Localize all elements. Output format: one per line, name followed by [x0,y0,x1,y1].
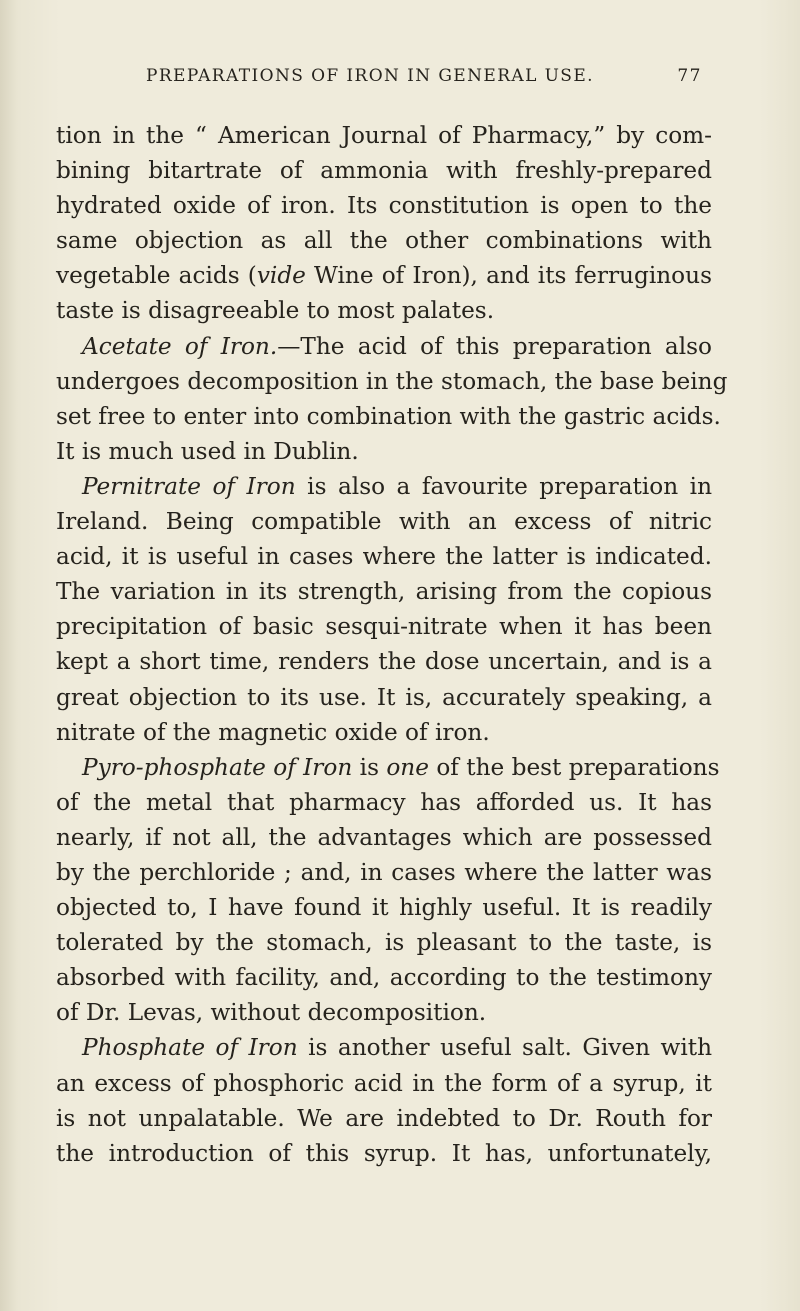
text-span: of the best preparations [428,753,720,781]
text-line: of Dr. Levas, without decomposition. [56,999,487,1027]
text-line: kept a short time, renders the dose uncertain, and is a [56,648,712,676]
text-line: by the perchloride ; and, in cases where the latter was [56,858,712,886]
italic-term: vide [256,262,306,290]
text-span: is [352,753,387,781]
text-span: is also a favourite preparation in [295,472,713,500]
section-title-pernitrate: Pernitrate of Iron [82,472,296,500]
text-line [56,750,720,785]
text-line: of the metal that pharmacy has afforded us. It has [56,788,712,816]
page-number: 77 [677,66,702,86]
text-span: is another useful salt. Given with [297,1034,712,1062]
text-line: is not unpalatable. We are indebted to Dr. Routh for [56,1104,712,1132]
text-line [56,469,712,504]
text-line: The variation in its strength, arising from the copious [56,578,712,606]
page-header [146,66,702,92]
text-span: Wine of Iron), and its ferruginous [305,262,712,290]
text-line: same objection as all the other combinations with [56,227,712,255]
text-line: acid, it is useful in cases where the latter is indicated. [56,543,712,571]
text-line: Ireland. Being compatible with an excess of nitric [56,508,712,536]
section-title-pyrophosphate: Pyro-phosphate of Iron [82,753,353,781]
text-line: nitrate of the magnetic oxide of iron. [56,718,490,746]
text-line: tion in the “ American Journal of Pharmacy,” by com- [56,122,712,149]
text-line: precipitation of basic sesqui-nitrate when it has been [56,613,712,641]
text-line: an excess of phosphoric acid in the form of a syrup, it [56,1069,712,1097]
text-line: It is much used in Dublin. [56,437,359,465]
text-line: absorbed with facility, and, according to the testimony [56,964,712,992]
text-span: —The acid of this preparation also [277,332,712,360]
text-line [56,1030,712,1065]
text-line: nearly, if not all, the advantages which are possessed [56,823,712,851]
text-span: vegetable acids ( [56,262,257,290]
text-line [56,258,712,293]
text-line: hydrated oxide of iron. Its constitution is open to the [56,192,712,220]
text-line: the introduction of this syrup. It has, unfortunately, [56,1139,712,1167]
text-line: set free to enter into combination with the gastric acids. [56,402,721,430]
italic-term: one [386,753,429,781]
text-line: taste is disagreeable to most palates. [56,297,495,325]
text-line: tolerated by the stomach, is pleasant to the taste, is [56,929,712,957]
text-line: objected to, I have found it highly useful. It is readily [56,894,712,922]
body-text [56,118,728,1171]
section-title-acetate: Acetate of Iron. [82,332,278,360]
text-line: undergoes decomposition in the stomach, the base being [56,367,728,395]
text-line [56,329,712,364]
text-line: great objection to its use. It is, accurately speaking, a [56,683,712,711]
running-head: PREPARATIONS OF IRON IN GENERAL USE. [146,66,594,86]
section-title-phosphate: Phosphate of Iron [82,1034,298,1062]
text-line: bining bitartrate of ammonia with freshly-prepared [56,157,712,185]
